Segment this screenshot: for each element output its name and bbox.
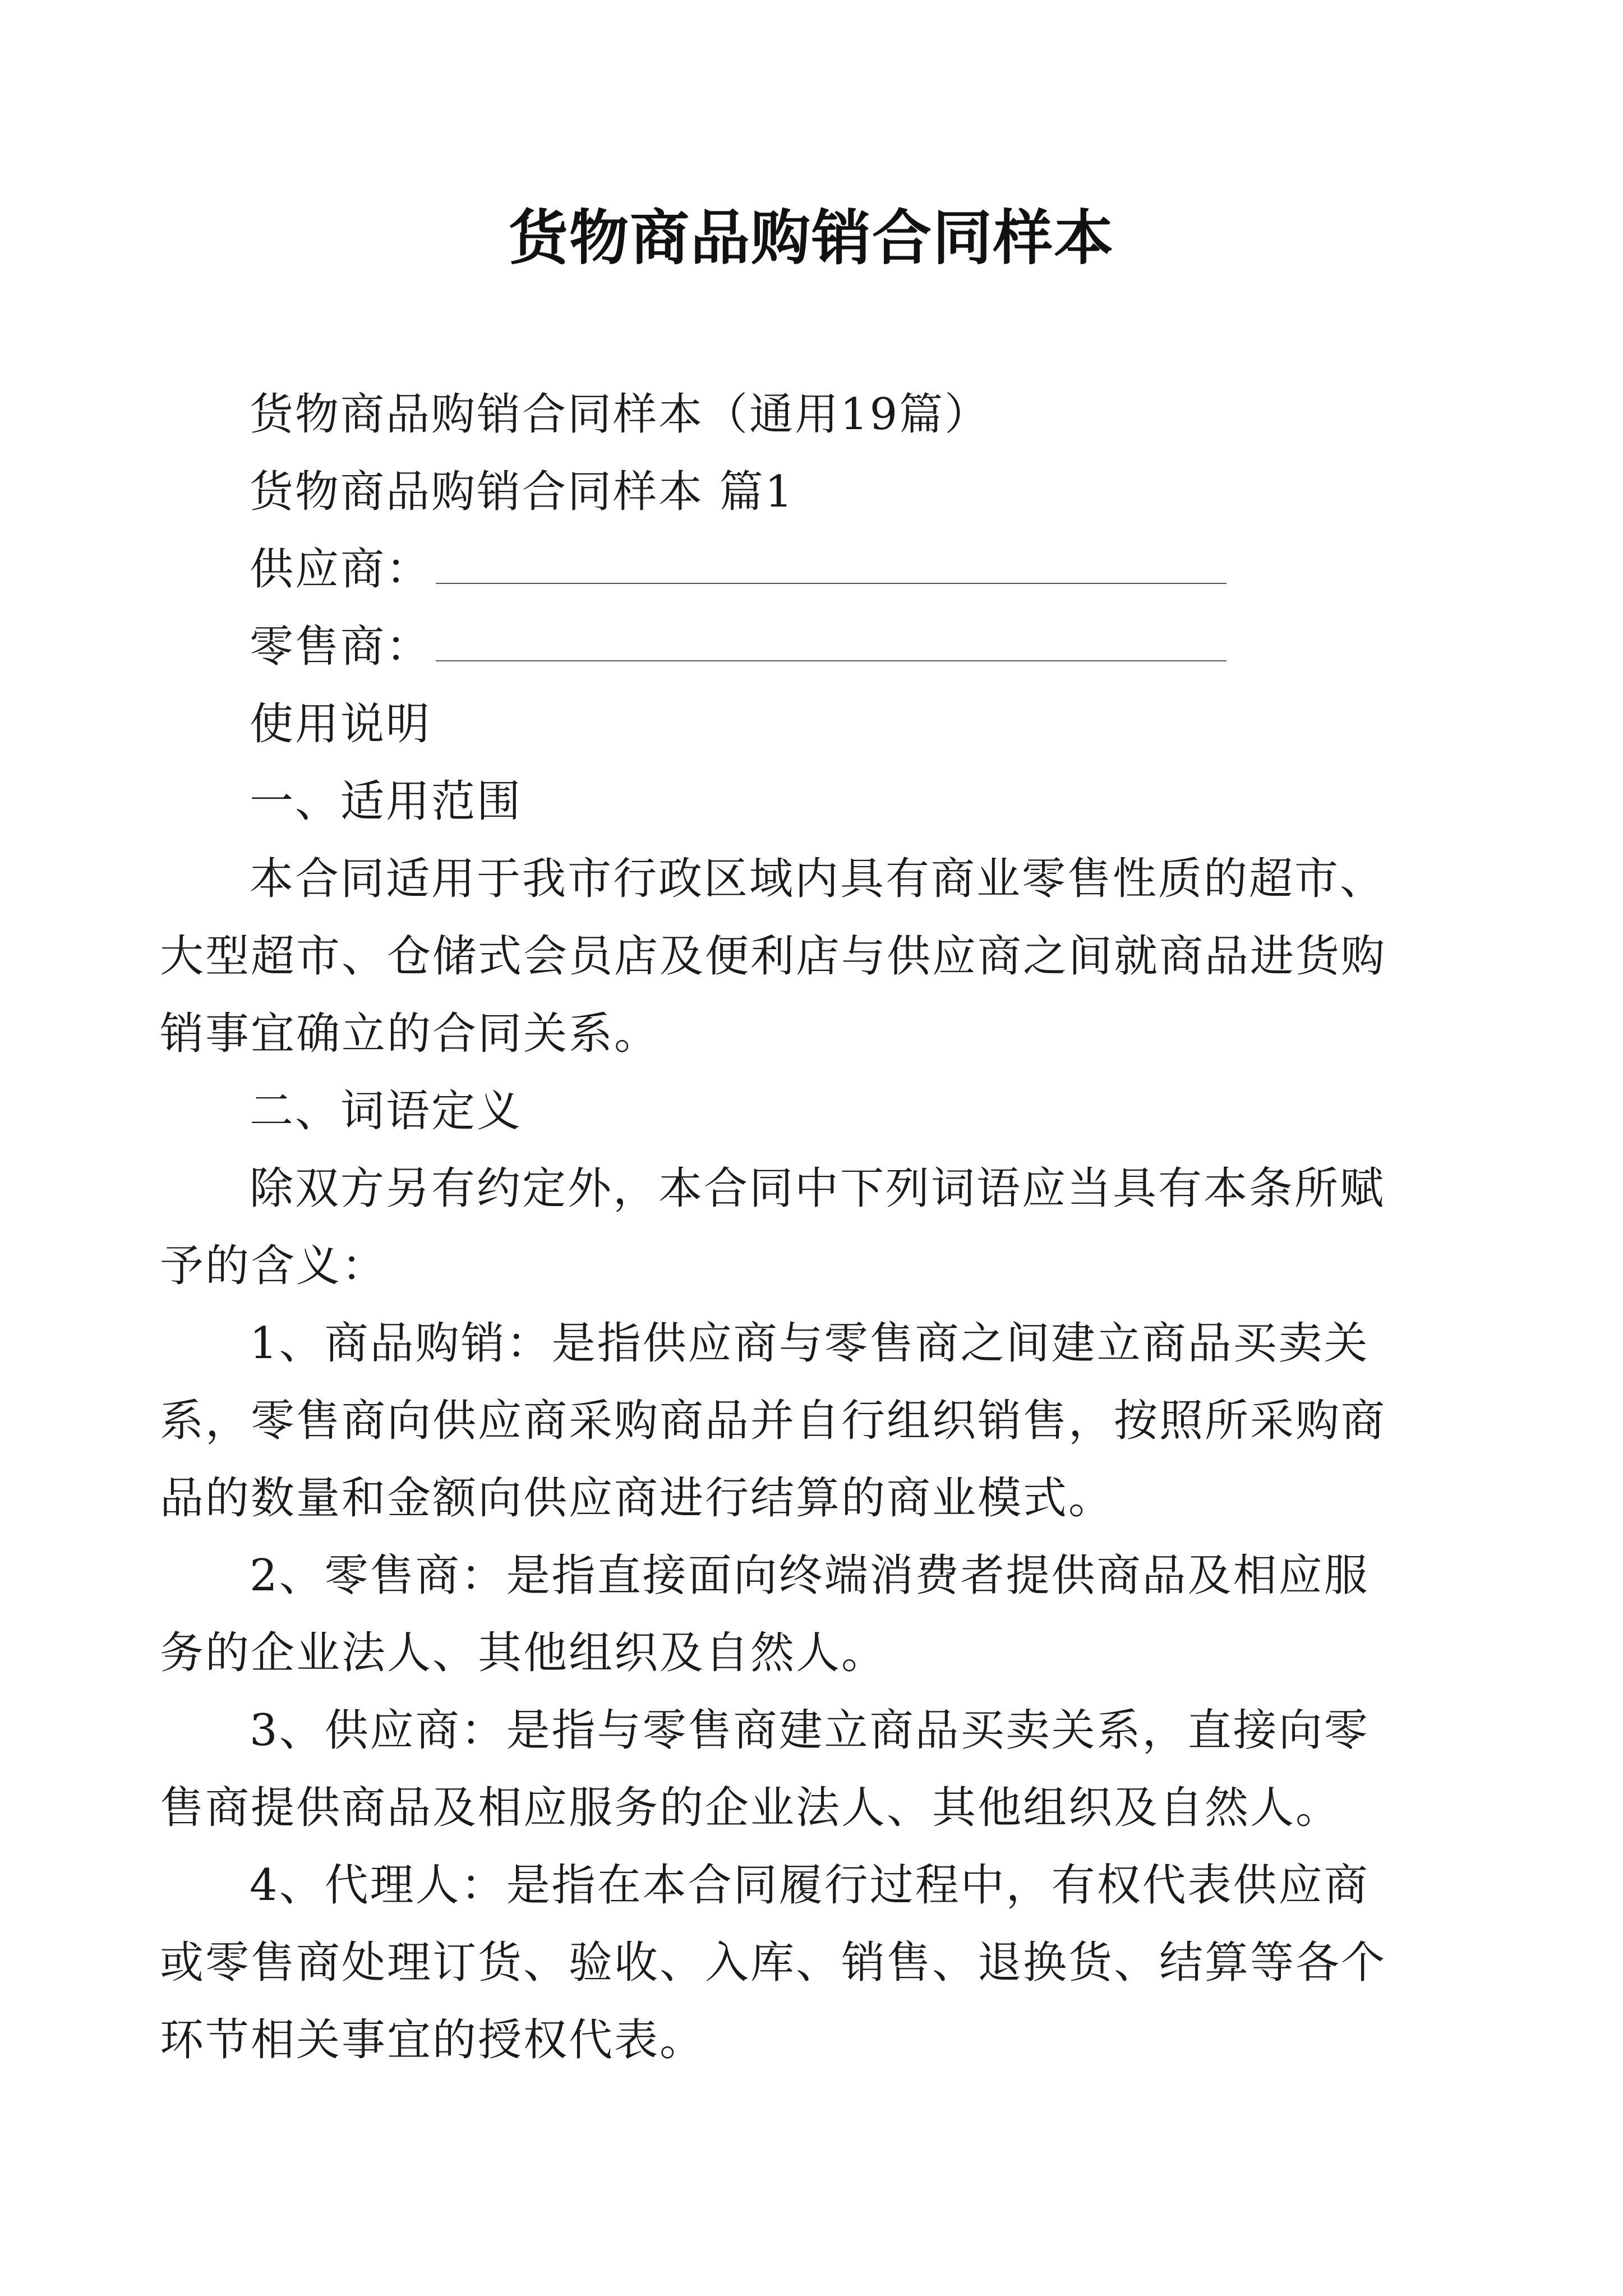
definitions-intro: 除双方另有约定外，本合同中下列词语应当具有本条所赋予的含义： <box>160 1163 1386 1291</box>
scope-heading: 一、适用范围 <box>250 776 523 827</box>
section-heading: 货物商品购销合同样本 篇1 <box>250 467 795 517</box>
definition-item: 2、零售商：是指直接面向终端消费者提供商品及相应服务的企业法人、其他组织及自然人。 <box>160 1550 1370 1678</box>
definition-item: 4、代理人：是指在本合同履行过程中，有权代表供应商或零售商处理订货、验收、入库、销售、退换货、结算等各个环节相关事宜的授权代表。 <box>160 1860 1387 2065</box>
definition-item: 3、供应商：是指与零售商建立商品买卖关系，直接向零售商提供商品及相应服务的企业法人、其他组织及自然人。 <box>160 1705 1370 1833</box>
supplier-blank-line[interactable] <box>436 559 1227 584</box>
retailer-field <box>250 608 1391 685</box>
retailer-label: 零售商： <box>250 622 432 672</box>
supplier-field <box>250 531 1391 608</box>
document-body <box>160 376 1391 2079</box>
scope-paragraph: 本合同适用于我市行政区域内具有商业零售性质的超市、大型超市、仓储式会员店及便利店与供应商之间就商品进货购销事宜确立的合同关系。 <box>160 854 1387 1059</box>
definitions-heading: 二、词语定义 <box>250 1086 523 1137</box>
subtitle: 货物商品购销合同样本（通用19篇） <box>250 389 990 440</box>
definition-item: 1、商品购销：是指供应商与零售商之间建立商品买卖关系，零售商向供应商采购商品并自行组织销售，按照所采购商品的数量和金额向供应商进行结算的商业模式。 <box>160 1318 1387 1524</box>
usage-heading: 使用说明 <box>250 699 432 749</box>
supplier-label: 供应商： <box>250 544 432 595</box>
document-title: 货物商品购销合同样本 <box>509 204 1114 273</box>
retailer-blank-line[interactable] <box>436 637 1227 661</box>
